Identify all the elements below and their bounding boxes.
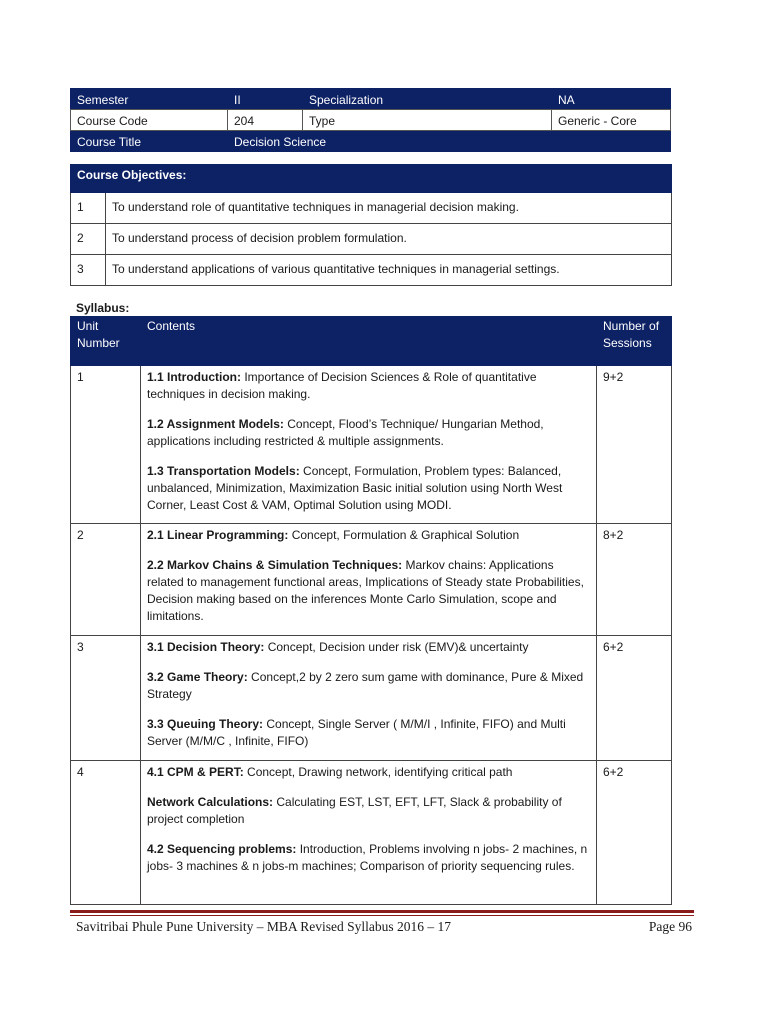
topic xyxy=(147,416,590,450)
sessions-header-line1: Number of xyxy=(603,319,660,333)
unit-row-1 xyxy=(71,366,672,524)
unit-row-2 xyxy=(71,524,672,636)
topic-title: 4.2 Sequencing problems: xyxy=(147,842,297,856)
topic-title: 3.3 Queuing Theory: xyxy=(147,717,264,731)
footer-rule-thin xyxy=(70,915,694,916)
topic xyxy=(147,716,590,750)
unit-number: 3 xyxy=(71,636,141,761)
topic xyxy=(147,527,590,544)
topic xyxy=(147,463,590,514)
unit-contents xyxy=(141,761,597,905)
unit-row-3 xyxy=(71,636,672,761)
topic-text: Concept, Flood’s Technique/ Hungarian Method, applications including restricted & multiple assignments. xyxy=(147,417,544,448)
topic-title: 3.1 Decision Theory: xyxy=(147,640,265,654)
topic-title: 3.2 Game Theory: xyxy=(147,670,248,684)
unit-sessions: 8+2 xyxy=(597,524,672,636)
course-info-table xyxy=(70,88,671,152)
topic-title: 1.1 Introduction: xyxy=(147,370,241,384)
unit-header-line2: Number xyxy=(77,336,120,350)
specialization-label: Specialization xyxy=(303,89,552,110)
topic-text: Concept, Formulation & Graphical Solution xyxy=(288,528,520,542)
syllabus-table xyxy=(70,316,672,905)
topic-title: 1.2 Assignment Models: xyxy=(147,417,284,431)
unit-number: 2 xyxy=(71,524,141,636)
syllabus-label: Syllabus: xyxy=(76,301,130,315)
topic xyxy=(147,764,590,781)
objective-text: To understand process of decision problem formulation. xyxy=(106,224,672,255)
course-objectives-table xyxy=(70,164,672,286)
objective-row xyxy=(71,224,672,255)
topic xyxy=(147,841,590,875)
type-label: Type xyxy=(303,110,552,131)
topic-text: Concept, Formulation, Problem types: Balanced, unbalanced, Minimization, Maximization Basic initial solution using North West Corner, Least Cost & VAM, Optimal Solution using MODI. xyxy=(147,464,563,512)
topic-title: 1.3 Transportation Models: xyxy=(147,464,300,478)
syllabus-header-row xyxy=(71,317,672,366)
unit-contents xyxy=(141,636,597,761)
course-title-label: Course Title xyxy=(71,131,228,152)
info-row-semester xyxy=(71,89,671,110)
topic-text: Importance of Decision Sciences & Role of quantitative techniques in decision making. xyxy=(147,370,537,401)
unit-contents xyxy=(141,366,597,524)
topic-title: 2.2 Markov Chains & Simulation Techniques: xyxy=(147,558,403,572)
unit-header-line1: Unit xyxy=(77,319,99,333)
unit-sessions: 9+2 xyxy=(597,366,672,524)
footer-page-number: Page 96 xyxy=(648,919,692,934)
topic-text: Concept, Decision under risk (EMV)& uncertainty xyxy=(264,640,529,654)
course-code-label: Course Code xyxy=(71,110,228,131)
sessions-header xyxy=(597,317,672,366)
unit-number: 1 xyxy=(71,366,141,524)
footer-university-text: Savitribai Phule Pune University – MBA Revised Syllabus 2016 – 17 xyxy=(76,919,451,934)
specialization-value: NA xyxy=(552,89,671,110)
footer-rule-thick xyxy=(70,910,694,913)
unit-contents xyxy=(141,524,597,636)
info-row-course-title xyxy=(71,131,671,152)
objectives-heading: Course Objectives: xyxy=(71,165,672,193)
topic xyxy=(147,639,590,656)
topic-text: Concept, Drawing network, identifying critical path xyxy=(243,765,513,779)
objective-row xyxy=(71,193,672,224)
info-row-course-code xyxy=(71,110,671,131)
objective-number: 3 xyxy=(71,255,106,286)
semester-value: II xyxy=(228,89,303,110)
objectives-header-row xyxy=(71,165,672,193)
sessions-header-line2: Sessions xyxy=(603,336,652,350)
unit-row-4 xyxy=(71,761,672,905)
topic xyxy=(147,557,590,625)
topic-text: Markov chains: Applications related to management functional areas, Implications of Steady state Probabilities, Decision making based on the inferences Monte Carlo Simulation, scope and limitations. xyxy=(147,558,584,623)
topic-title: 4.1 CPM & PERT: xyxy=(147,765,244,779)
unit-sessions: 6+2 xyxy=(597,636,672,761)
topic xyxy=(147,369,590,403)
course-code-value: 204 xyxy=(228,110,303,131)
unit-number: 4 xyxy=(71,761,141,905)
topic xyxy=(147,669,590,703)
topic-text: Concept,2 by 2 zero sum game with dominance, Pure & Mixed Strategy xyxy=(147,670,584,701)
topic-title: Network Calculations: xyxy=(147,795,274,809)
objective-number: 2 xyxy=(71,224,106,255)
objective-row xyxy=(71,255,672,286)
topic xyxy=(147,794,590,828)
objective-number: 1 xyxy=(71,193,106,224)
topic-title: 2.1 Linear Programming: xyxy=(147,528,289,542)
course-title-value: Decision Science xyxy=(228,131,671,152)
topic-text: Concept, Single Server ( M/M/I , Infinite, FIFO) and Multi Server (M/M/C , Infinite, FIFO) xyxy=(147,717,566,748)
semester-label: Semester xyxy=(71,89,228,110)
unit-number-header xyxy=(71,317,141,366)
type-value: Generic - Core xyxy=(552,110,671,131)
topic-text: Introduction, Problems involving n jobs- 2 machines, n jobs- 3 machines & n jobs-m machines; Comparison of priority sequencing rules. xyxy=(147,842,588,873)
objective-text: To understand role of quantitative techniques in managerial decision making. xyxy=(106,193,672,224)
topic-text: Calculating EST, LST, EFT, LFT, Slack & probability of project completion xyxy=(147,795,562,826)
unit-sessions: 6+2 xyxy=(597,761,672,905)
objective-text: To understand applications of various quantitative techniques in managerial settings. xyxy=(106,255,672,286)
contents-header: Contents xyxy=(141,317,597,366)
